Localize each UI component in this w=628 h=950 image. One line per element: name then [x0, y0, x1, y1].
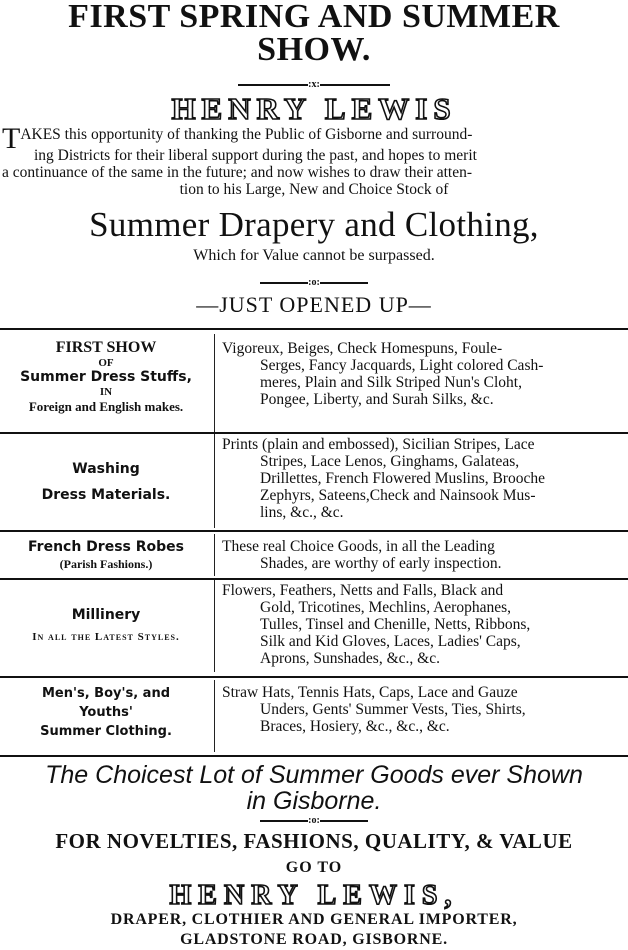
table-row: [0, 534, 628, 578]
drop-cap: T: [2, 122, 21, 155]
intro-line-2: ing Districts for their liberal support during the past, and hopes to merit: [34, 147, 477, 164]
headline: [0, 0, 628, 66]
row-1-goods: Vigoreux, Beiges, Check Homespuns, Foule- Serges, Fancy Jacquards, Light colored Cash- meres, Plain and Silk Striped Nun's Cloht, Pongee, Liberty, and Surah Silks, &c.: [222, 340, 544, 408]
row-3-goods: These real Choice Goods, in all the Leading Shades, are worthy of early inspection.: [222, 538, 502, 572]
intro-line-3: a continuance of the same in the future; and now wishes to draw their atten-: [2, 164, 473, 181]
row-3-category: French Dress Robes (Parish Fashions.): [28, 539, 184, 571]
choicest-line-1: The Choicest Lot of Summer Goods ever Shown: [45, 761, 583, 789]
merchant-name-footer: HENRY LEWIS,: [169, 880, 459, 911]
row-5-category: Men's, Boy's, and Youths' Summer Clothing.: [40, 686, 172, 739]
row-1-category: FIRST SHOW OF Summer Dress Stuffs, IN Foreign and English makes.: [20, 339, 192, 414]
separator-1: [0, 80, 628, 90]
table-row: [0, 334, 628, 430]
row-4-goods: Flowers, Feathers, Netts and Falls, Black and Gold, Tricotines, Mechlins, Aerophanes, Tulles, Tinsel and Chenille, Netts, Ribbons, Silk and Kid Gloves, Laces, Ladies' Caps, Aprons, Sunshades, &c., &c.: [222, 582, 531, 667]
separator-mark-2: :o:: [308, 277, 320, 288]
headline-line-1: FIRST SPRING AND SUMMER: [68, 0, 560, 35]
go-to-line: GO TO: [285, 859, 343, 876]
value-line: Which for Value cannot be surpassed.: [193, 247, 435, 264]
separator-3: [0, 816, 628, 826]
row-5-goods: Straw Hats, Tennis Hats, Caps, Lace and Gauze Unders, Gents' Summer Vests, Ties, Shirts, Braces, Hosiery, &c., &c., &c.: [222, 684, 526, 735]
separator-mark: :x:: [308, 79, 320, 90]
row-4-category: Millinery In all the Latest Styles.: [32, 607, 180, 643]
row-2-goods: Prints (plain and embossed), Sicilian Stripes, Lace Stripes, Lace Lenos, Ginghams, Galateas, Drillettes, French Flowered Muslins, Brooche Zephyrs, Sateens,Check and Nainsook Mus- lins, &c., &c.: [222, 436, 545, 521]
merchant-name-top: HENRY LEWIS: [171, 91, 457, 126]
trade-line: DRAPER, CLOTHIER AND GENERAL IMPORTER,: [110, 911, 518, 928]
novelties-line: FOR NOVELTIES, FASHIONS, QUALITY, & VALUE: [55, 829, 573, 853]
address-line: GLADSTONE ROAD, GISBORNE.: [180, 931, 448, 948]
just-opened-heading: —JUST OPENED UP—: [196, 292, 432, 317]
separator-mark-3: :o:: [308, 815, 320, 826]
row-2-category: Washing Dress Materials.: [41, 461, 171, 503]
headline-line-2: SHOW.: [257, 31, 371, 68]
table-row: [0, 580, 628, 672]
table-row: [0, 680, 628, 752]
intro-paragraph: [0, 122, 628, 198]
table-row: [0, 434, 628, 530]
intro-line-4: tion to his Large, New and Choice Stock of: [179, 181, 449, 198]
intro-line-1: AKES this opportunity of thanking the Public of Gisborne and surround-: [20, 126, 473, 143]
choicest-line-2: in Gisborne.: [246, 787, 382, 815]
main-heading: Summer Drapery and Clothing,: [89, 205, 539, 244]
separator-2: [0, 278, 628, 288]
